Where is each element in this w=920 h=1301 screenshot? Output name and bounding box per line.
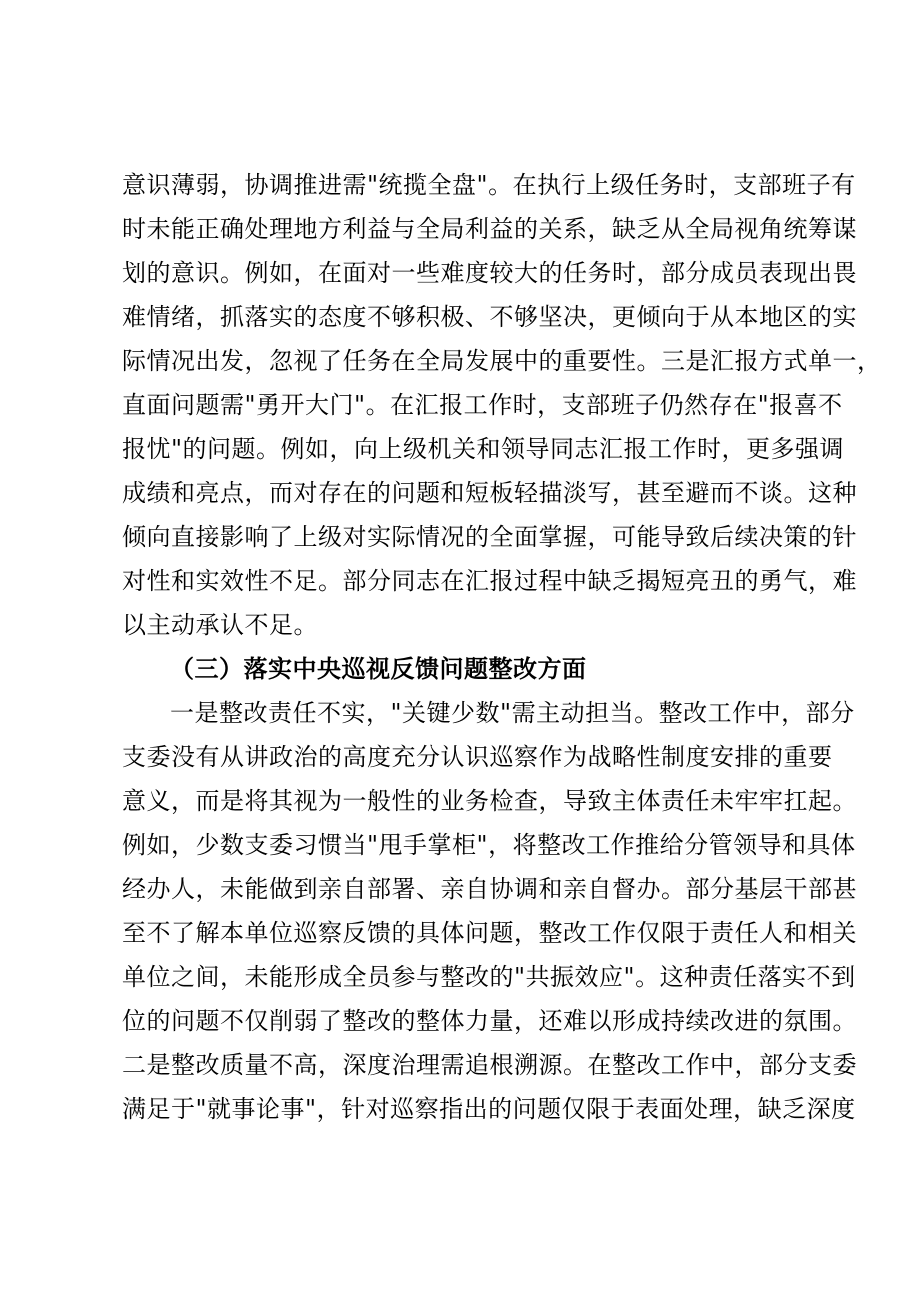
paragraph-line: 划的意识。例如，在面对一些难度较大的任务时，部分成员表现出畏 [122,259,857,287]
paragraph-line: 倾向直接影响了上级对实际情况的全面掌握，可能导致后续决策的针 [122,523,857,551]
paragraph-line: 以主动承认不足。 [122,611,318,639]
section-heading: （三）落实中央巡视反馈问题整改方面 [170,654,587,683]
paragraph-line: 报忧"的问题。例如，向上级机关和领导同志汇报工作时，更多强调 [122,435,845,463]
paragraph-line: 至不了解本单位巡察反馈的具体问题，整改工作仅限于责任人和相关 [122,919,857,947]
paragraph-line: 位的问题不仅削弱了整改的整体力量，还难以形成持续改进的氛围。 [122,1007,857,1035]
paragraph-line: 支委没有从讲政治的高度充分认识巡察作为战略性制度安排的重要 [122,743,833,771]
paragraph-line: 满足于"就事论事"，针对巡察指出的问题仅限于表面处理，缺乏深度 [122,1095,856,1123]
paragraph-line: 难情绪，抓落实的态度不够积极、不够坚决，更倾向于从本地区的实 [122,303,857,331]
paragraph-line: 际情况出发，忽视了任务在全局发展中的重要性。三是汇报方式单一， [122,347,882,375]
paragraph-line: 一是整改责任不实，"关键少数"需主动担当。整改工作中，部分 [170,699,855,727]
paragraph-line: 意义，而是将其视为一般性的业务检查，导致主体责任未牢牢扛起。 [122,787,857,815]
paragraph-line: 单位之间，未能形成全员参与整改的"共振效应"。这种责任落实不到 [122,963,856,991]
paragraph-line: 意识薄弱，协调推进需"统揽全盘"。在执行上级任务时，支部班子有 [122,171,856,199]
paragraph-line: 成绩和亮点，而对存在的问题和短板轻描淡写，甚至避而不谈。这种 [122,479,857,507]
paragraph-line: 例如，少数支委习惯当"甩手掌柜"，将整改工作推给分管领导和具体 [122,831,856,859]
paragraph-line: 直面问题需"勇开大门"。在汇报工作时，支部班子仍然存在"报喜不 [122,391,843,419]
paragraph-line: 时未能正确处理地方利益与全局利益的关系，缺乏从全局视角统筹谋 [122,215,857,243]
paragraph-line: 对性和实效性不足。部分同志在汇报过程中缺乏揭短亮丑的勇气，难 [122,567,857,595]
paragraph-line: 经办人，未能做到亲自部署、亲自协调和亲自督办。部分基层干部甚 [122,875,857,903]
paragraph-line: 二是整改质量不高，深度治理需追根溯源。在整改工作中，部分支委 [122,1051,857,1079]
